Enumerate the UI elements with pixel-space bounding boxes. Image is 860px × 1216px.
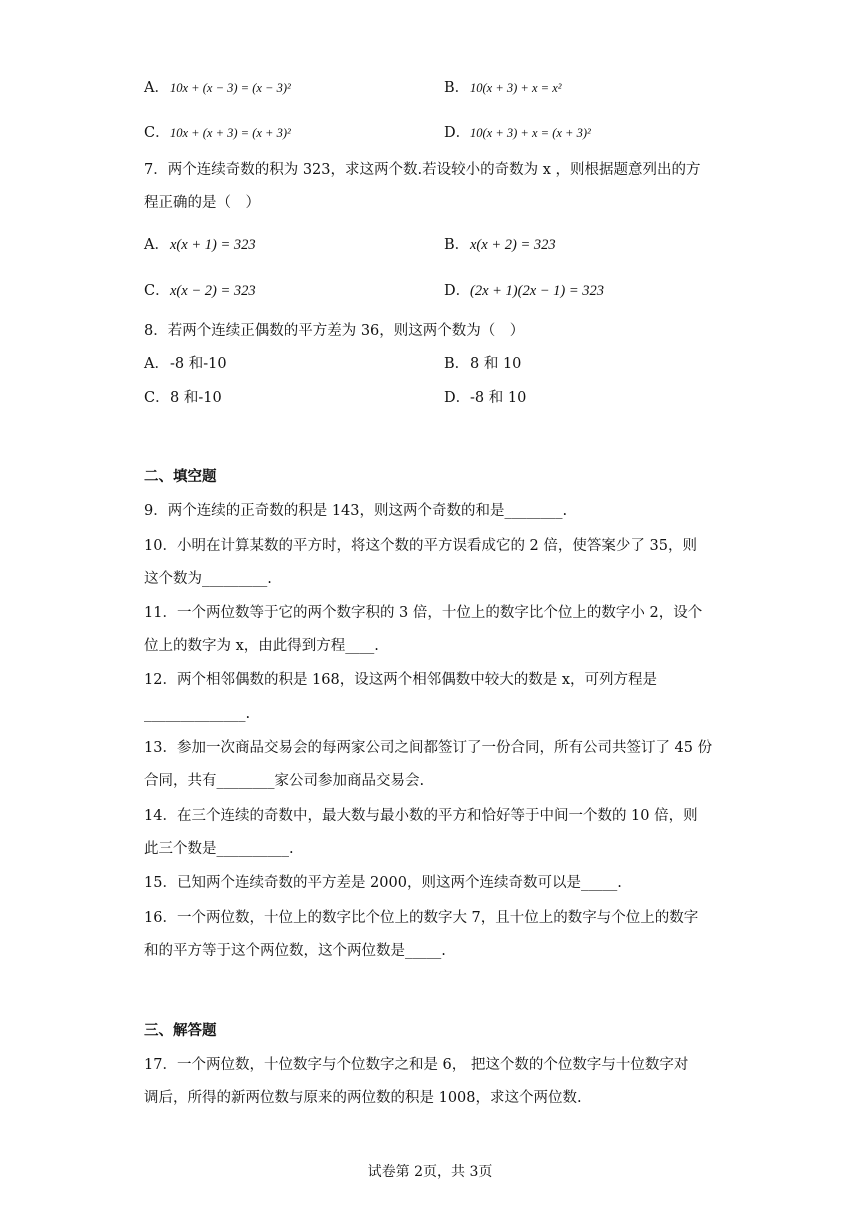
q6-option-b — [444, 78, 562, 98]
option-label: A． — [144, 237, 169, 253]
q7-option-a — [144, 235, 256, 255]
q10-line2: 这个数为_________. — [144, 571, 272, 587]
q7-stem-line2: 程正确的是（ ） — [144, 195, 260, 211]
section-heading-fill-blank: 二、填空题 — [144, 468, 217, 485]
option-label: A． — [144, 356, 169, 372]
q17-line1: 17．一个两位数，十位数字与个位数字之和是 6， 把这个数的个位数字与十位数字对 — [144, 1057, 689, 1073]
q8-option-c — [144, 388, 222, 408]
q8-stem: 8．若两个连续正偶数的平方差为 36，则这两个数为（ ） — [144, 323, 525, 339]
q13-line2: 合同，共有________家公司参加商品交易会. — [144, 773, 425, 789]
q13-line1: 13．参加一次商品交易会的每两家公司之间都签订了一份合同，所有公司共签订了 45 份 — [144, 740, 713, 756]
equation: 10(x + 3) + x = x² — [470, 81, 562, 95]
q6-option-d — [444, 123, 591, 143]
equation: x(x + 1) = 323 — [170, 237, 256, 253]
option-label: B． — [444, 237, 470, 253]
q7-option-b — [444, 235, 556, 255]
section-heading-answer: 三、解答题 — [144, 1022, 217, 1039]
q6-option-a — [144, 78, 291, 98]
option-text: -8 和-10 — [170, 356, 227, 372]
q17-line2: 调后，所得的新两位数与原来的两位数的积是 1008，求这个两位数. — [144, 1090, 582, 1106]
q14-line2: 此三个数是__________. — [144, 841, 294, 857]
option-label: B． — [444, 80, 470, 96]
q16-line1: 16．一个两位数，十位上的数字比个位上的数字大 7，且十位上的数字与个位上的数字 — [144, 910, 699, 926]
q16-line2: 和的平方等于这个两位数，这个两位数是_____. — [144, 943, 446, 959]
q12-line2: ______________. — [144, 706, 251, 722]
q7-option-c — [144, 281, 256, 301]
option-label: D． — [444, 390, 471, 406]
option-label: C． — [144, 390, 170, 406]
option-text: 8 和-10 — [170, 390, 222, 406]
q14-line1: 14．在三个连续的奇数中，最大数与最小数的平方和恰好等于中间一个数的 10 倍，则 — [144, 808, 698, 824]
equation: 10x + (x + 3) = (x + 3)² — [170, 126, 291, 140]
q8-option-a — [144, 354, 227, 374]
q8-option-d — [444, 388, 526, 408]
equation: 10x + (x − 3) = (x − 3)² — [170, 81, 291, 95]
q7-stem-line1: 7．两个连续奇数的积为 323，求这两个数.若设较小的奇数为 x ，则根据题意列出的方 — [144, 162, 701, 178]
option-text: 8 和 10 — [470, 356, 522, 372]
option-label: C． — [144, 125, 170, 141]
equation: x(x + 2) = 323 — [470, 237, 556, 253]
equation: x(x − 2) = 323 — [170, 283, 256, 299]
q12-line1: 12．两个相邻偶数的积是 168，设这两个相邻偶数中较大的数是 x，可列方程是 — [144, 672, 658, 688]
q6-option-c — [144, 123, 291, 143]
q9: 9．两个连续的正奇数的积是 143，则这两个奇数的和是________. — [144, 503, 568, 519]
option-label: D． — [444, 125, 471, 141]
option-label: B． — [444, 356, 470, 372]
q8-option-b — [444, 354, 521, 374]
option-label: C． — [144, 283, 170, 299]
q10-line1: 10．小明在计算某数的平方时，将这个数的平方误看成它的 2 倍，使答案少了 35，则 — [144, 538, 697, 554]
equation: (2x + 1)(2x − 1) = 323 — [470, 283, 605, 299]
q11-line2: 位上的数字为 x，由此得到方程____. — [144, 638, 379, 654]
q15: 15．已知两个连续奇数的平方差是 2000，则这两个连续奇数可以是_____. — [144, 875, 622, 891]
option-label: A． — [144, 80, 169, 96]
option-text: -8 和 10 — [470, 390, 527, 406]
q11-line1: 11．一个两位数等于它的两个数字积的 3 倍，十位上的数字比个位上的数字小 2，设个 — [144, 605, 703, 621]
q7-option-d — [444, 281, 604, 301]
equation: 10(x + 3) + x = (x + 3)² — [470, 126, 591, 140]
page-footer: 试卷第 2页，共 3页 — [367, 1164, 493, 1180]
option-label: D． — [444, 283, 471, 299]
